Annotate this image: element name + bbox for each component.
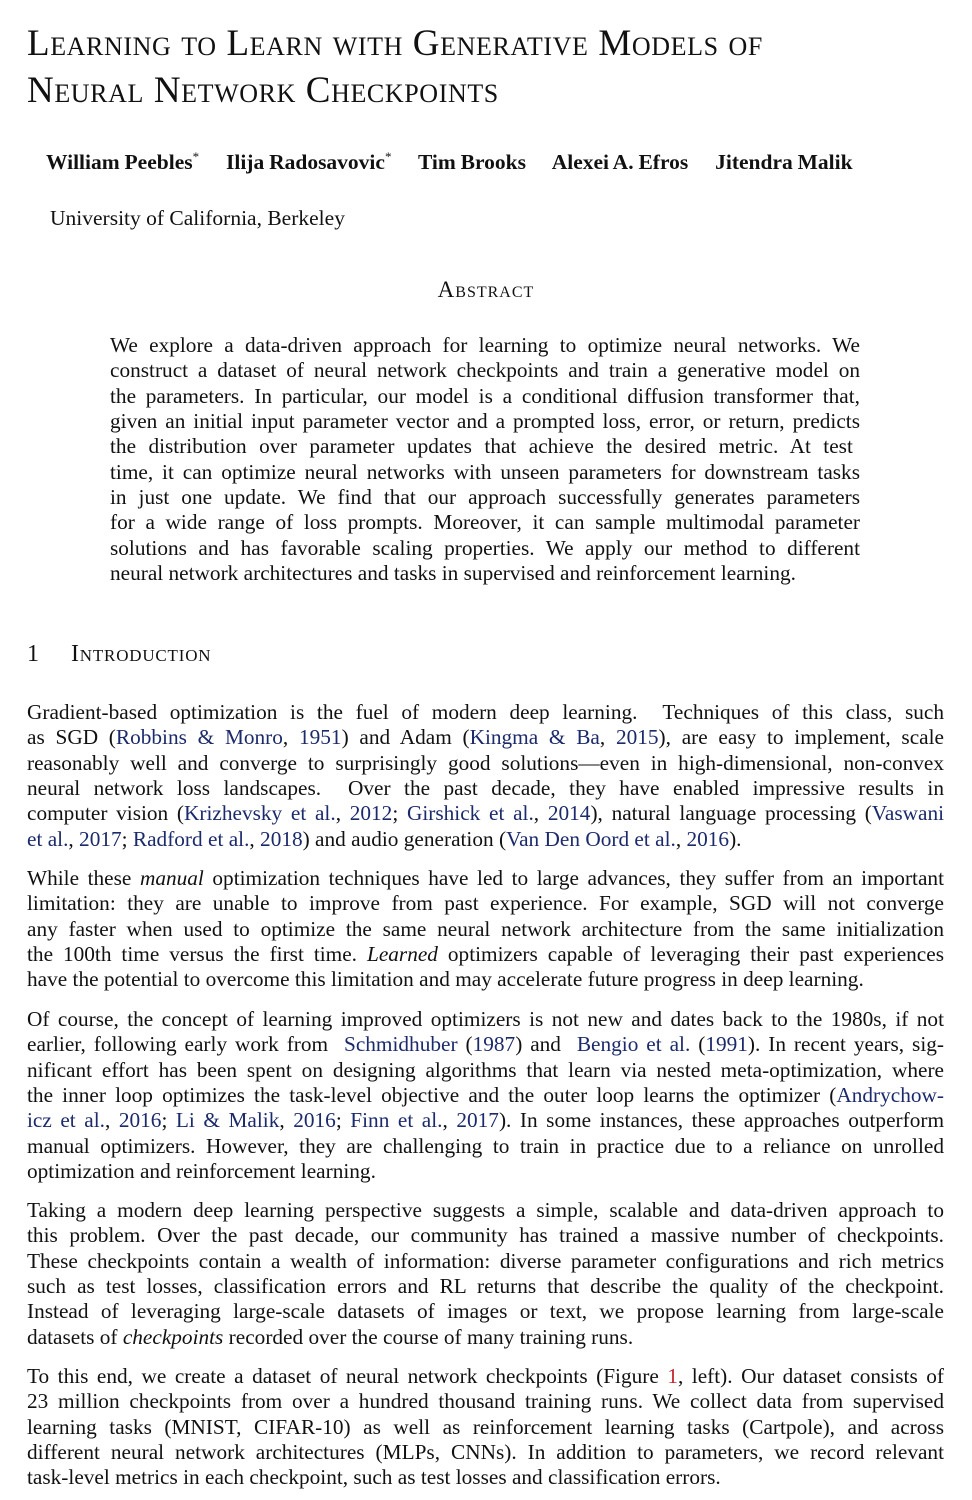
- text: ), are easy to implement, scale: [658, 725, 944, 750]
- text-line: [27, 891, 944, 916]
- text-line: [27, 1108, 944, 1133]
- text: optimization and reinforcement learning.: [27, 1159, 376, 1184]
- text: , left). Our dataset consists of: [677, 1364, 944, 1388]
- text-line: [27, 1274, 944, 1299]
- text: Taking a modern deep learning perspective suggests a simple, scalable and data-driven approach to: [27, 1198, 944, 1222]
- text: ;: [161, 1108, 176, 1133]
- text: manual optimizers. However, they are challenging to train in practice due to a reliance on unrolled: [27, 1133, 944, 1158]
- text-line: [27, 866, 944, 891]
- text-line: [27, 1299, 944, 1324]
- section-number: 1: [27, 641, 40, 667]
- text: ) and: [515, 1032, 577, 1057]
- text: Of course, the concept of learning improved optimizers is not new and dates back to the 1980s, if not: [27, 1007, 944, 1031]
- author-list: [46, 150, 853, 175]
- paragraph: [27, 700, 944, 852]
- author-name: Jitendra Malik: [715, 150, 853, 174]
- abstract-line: given an initial input parameter vector and a prompted loss, error, or return, predicts: [110, 409, 860, 434]
- citation-link[interactable]: 2012: [349, 801, 393, 826]
- text: the 100th time versus the first time.: [27, 942, 367, 967]
- citation-link[interactable]: icz et al.: [27, 1108, 105, 1133]
- text-line: [27, 1198, 944, 1223]
- text: ). In some instances, these approaches outperform: [498, 1108, 945, 1133]
- text-line: [27, 1249, 944, 1274]
- text: computer vision (: [27, 801, 185, 826]
- text: ,: [104, 1108, 119, 1133]
- text: such as test losses, classification errors and RL returns that describe the quality of the checkpoint.: [27, 1274, 944, 1299]
- abstract-line: the distribution over parameter updates that achieve the desired metric. At test: [110, 434, 853, 459]
- text: 23 million checkpoints from over a hundred thousand training runs. We collect data from supervised: [27, 1389, 944, 1414]
- text: (: [457, 1032, 473, 1057]
- text-line: [27, 1159, 944, 1184]
- text: ;: [392, 801, 407, 826]
- citation-link[interactable]: Finn et al.: [350, 1108, 443, 1133]
- text: (: [690, 1032, 706, 1057]
- citation-link[interactable]: 1951: [298, 725, 342, 750]
- citation-link[interactable]: Schmidhuber: [343, 1032, 458, 1057]
- text: ,: [533, 801, 548, 826]
- author: [552, 150, 689, 174]
- text-line: [27, 700, 944, 725]
- citation-link[interactable]: Bengio et al.: [576, 1032, 691, 1057]
- emphasis: manual: [139, 866, 204, 890]
- author-name: Tim Brooks: [417, 150, 526, 174]
- citation-link[interactable]: et al.: [27, 826, 69, 851]
- text-line: [27, 1134, 944, 1159]
- citation-link[interactable]: 1991: [705, 1032, 748, 1057]
- text-line: [27, 1058, 944, 1083]
- citation-link[interactable]: 2016: [118, 1108, 162, 1133]
- text: recorded over the course of many training runs.: [223, 1324, 634, 1349]
- text: ,: [335, 801, 350, 826]
- citation-link[interactable]: Andrychow-: [836, 1083, 944, 1108]
- abstract-line: We explore a data-driven approach for learning to optimize neural networks. We: [110, 333, 860, 357]
- text: ,: [249, 826, 261, 851]
- equal-contribution-mark: *: [192, 149, 200, 164]
- abstract-line: time, it can optimize neural networks with unseen parameters for downstream tasks: [110, 459, 860, 484]
- emphasis: Learned: [366, 942, 438, 967]
- abstract-line: for a wide range of loss prompts. Moreover, it can sample multimodal parameter: [110, 510, 860, 535]
- abstract-line: construct a dataset of neural network checkpoints and train a generative model on: [110, 358, 860, 383]
- text: ,: [675, 826, 687, 851]
- text: ,: [279, 1108, 294, 1133]
- text-line: [27, 801, 944, 826]
- text: ,: [599, 725, 616, 750]
- author: [226, 150, 391, 174]
- text: To this end, we create a dataset of neural network checkpoints (Figure: [27, 1364, 668, 1388]
- citation-link[interactable]: Radford et al.: [132, 826, 250, 851]
- citation-link[interactable]: 2018: [260, 826, 303, 851]
- text: ), natural language processing (: [590, 801, 872, 826]
- text: ).: [729, 826, 742, 851]
- text: any faster when used to optimize the same neural network architecture from the same initialization: [27, 916, 944, 941]
- abstract-line: in just one update. We find that our approach successfully generates parameters: [110, 485, 860, 510]
- paragraph: [27, 866, 944, 993]
- text: Gradient-based optimization is the fuel of modern deep learning. Techniques of this class, such: [27, 700, 944, 724]
- abstract-line: solutions and has favorable scaling properties. We apply our method to different: [110, 535, 860, 560]
- equal-contribution-mark: *: [384, 149, 392, 164]
- text-line: [27, 1440, 944, 1465]
- text: datasets of: [27, 1324, 123, 1349]
- text: this problem. Over the past decade, our community has trained a massive number of checkpoints.: [27, 1223, 944, 1248]
- text: learning tasks (MNIST, CIFAR-10) as well as reinforcement learning tasks (Cartpole), and across: [27, 1414, 944, 1439]
- text: optimization techniques have led to large advances, they suffer from an important: [203, 866, 944, 890]
- text-line: [27, 1389, 944, 1414]
- citation-link[interactable]: Van Den Oord et al.: [506, 826, 676, 851]
- text-line: [27, 1223, 944, 1248]
- text: nificant effort has been spent on designing algorithms that learn via nested meta-optimization, where: [27, 1057, 944, 1082]
- author: [46, 150, 199, 174]
- text: ,: [68, 826, 80, 851]
- text-line: [27, 1325, 944, 1350]
- text: have the potential to overcome this limitation and may accelerate future progress in deep learning.: [27, 967, 864, 992]
- paragraph: [27, 1198, 944, 1350]
- text: reasonably well and converge to surprisingly good solutions—even in high-dimensional, non-convex: [27, 750, 944, 775]
- author-name: Ilija Radosavovic: [225, 150, 385, 174]
- citation-link[interactable]: 2014: [547, 801, 591, 826]
- text-line: [27, 942, 944, 967]
- citation-link[interactable]: Kingma & Ba: [469, 725, 600, 750]
- text: optimizers capable of leveraging their past experiences: [437, 942, 944, 967]
- abstract-text: [110, 333, 860, 586]
- text-line: [27, 1007, 944, 1032]
- emphasis: checkpoints: [122, 1324, 224, 1349]
- figure-ref-link[interactable]: 1: [667, 1364, 678, 1388]
- text: These checkpoints contain a wealth of information: diverse parameter configurations and rich metrics: [27, 1248, 944, 1273]
- citation-link[interactable]: Li & Malik: [175, 1108, 280, 1133]
- text-line: [27, 917, 944, 942]
- author: [715, 150, 852, 174]
- citation-link[interactable]: Vaswani: [871, 801, 945, 826]
- text: limitation: they are unable to improve from past experience. For example, SGD will not converge: [27, 891, 944, 916]
- citation-link[interactable]: 2016: [686, 826, 730, 851]
- paragraph: [27, 1007, 944, 1184]
- citation-link[interactable]: 2017: [456, 1108, 499, 1133]
- abstract-line: the parameters. In particular, our model is a conditional diffusion transformer that,: [110, 383, 860, 408]
- abstract-line: neural network architectures and tasks in supervised and reinforcement learning.: [110, 561, 796, 586]
- text-line: [27, 1465, 944, 1490]
- citation-link[interactable]: Robbins & Monro: [115, 725, 283, 750]
- section-title: Introduction: [71, 641, 212, 667]
- affiliation: University of California, Berkeley: [50, 206, 345, 230]
- text-line: [27, 967, 944, 992]
- text-line: [27, 1032, 944, 1057]
- text-line: [27, 725, 944, 750]
- text: earlier, following early work from: [27, 1032, 344, 1057]
- abstract-heading: Abstract: [437, 277, 535, 302]
- citation-link[interactable]: 2016: [293, 1108, 336, 1133]
- text: ,: [282, 725, 299, 750]
- section-heading-introduction: [27, 641, 211, 668]
- citation-link[interactable]: 2017: [79, 826, 122, 851]
- text: ) and Adam (: [341, 725, 470, 750]
- text-line: [27, 776, 944, 801]
- citation-link[interactable]: 2015: [615, 725, 659, 750]
- text-line: [27, 827, 944, 852]
- text: ) and audio generation (: [302, 826, 507, 851]
- paragraph: [27, 1364, 944, 1491]
- text: Instead of leveraging large-scale datasets of images or text, we propose learning from large-scale: [27, 1299, 944, 1324]
- text: ). In recent years, sig-: [747, 1032, 945, 1057]
- text: as SGD (: [27, 725, 116, 750]
- text: the inner loop optimizes the task-level objective and the outer loop learns the optimizer (: [27, 1083, 837, 1108]
- text: While these: [27, 866, 140, 890]
- citation-link[interactable]: Girshick et al.: [406, 801, 534, 826]
- text: task-level metrics in each checkpoint, such as test losses and classification errors.: [27, 1465, 721, 1490]
- text: ,: [442, 1108, 457, 1133]
- text-line: [27, 1364, 944, 1389]
- paper-title: [27, 20, 967, 114]
- text: ;: [121, 826, 133, 851]
- citation-link[interactable]: 1987: [472, 1032, 516, 1057]
- author-name: Alexei A. Efros: [551, 150, 689, 174]
- citation-link[interactable]: Krizhevsky et al.: [184, 801, 336, 826]
- text: ;: [335, 1108, 351, 1133]
- text-line: [27, 1083, 944, 1108]
- text: neural network loss landscapes. Over the past decade, they have enabled impressive results in: [27, 776, 944, 801]
- text-line: [27, 1415, 944, 1440]
- title-line: Neural Network Checkpoints: [27, 70, 499, 111]
- author: [418, 150, 526, 174]
- text: different neural network architectures (MLPs, CNNs). In addition to parameters, we record relevant: [27, 1440, 944, 1465]
- text-line: [27, 751, 944, 776]
- author-name: William Peebles: [46, 150, 193, 174]
- title-line: Learning to Learn with Generative Models of: [27, 23, 763, 64]
